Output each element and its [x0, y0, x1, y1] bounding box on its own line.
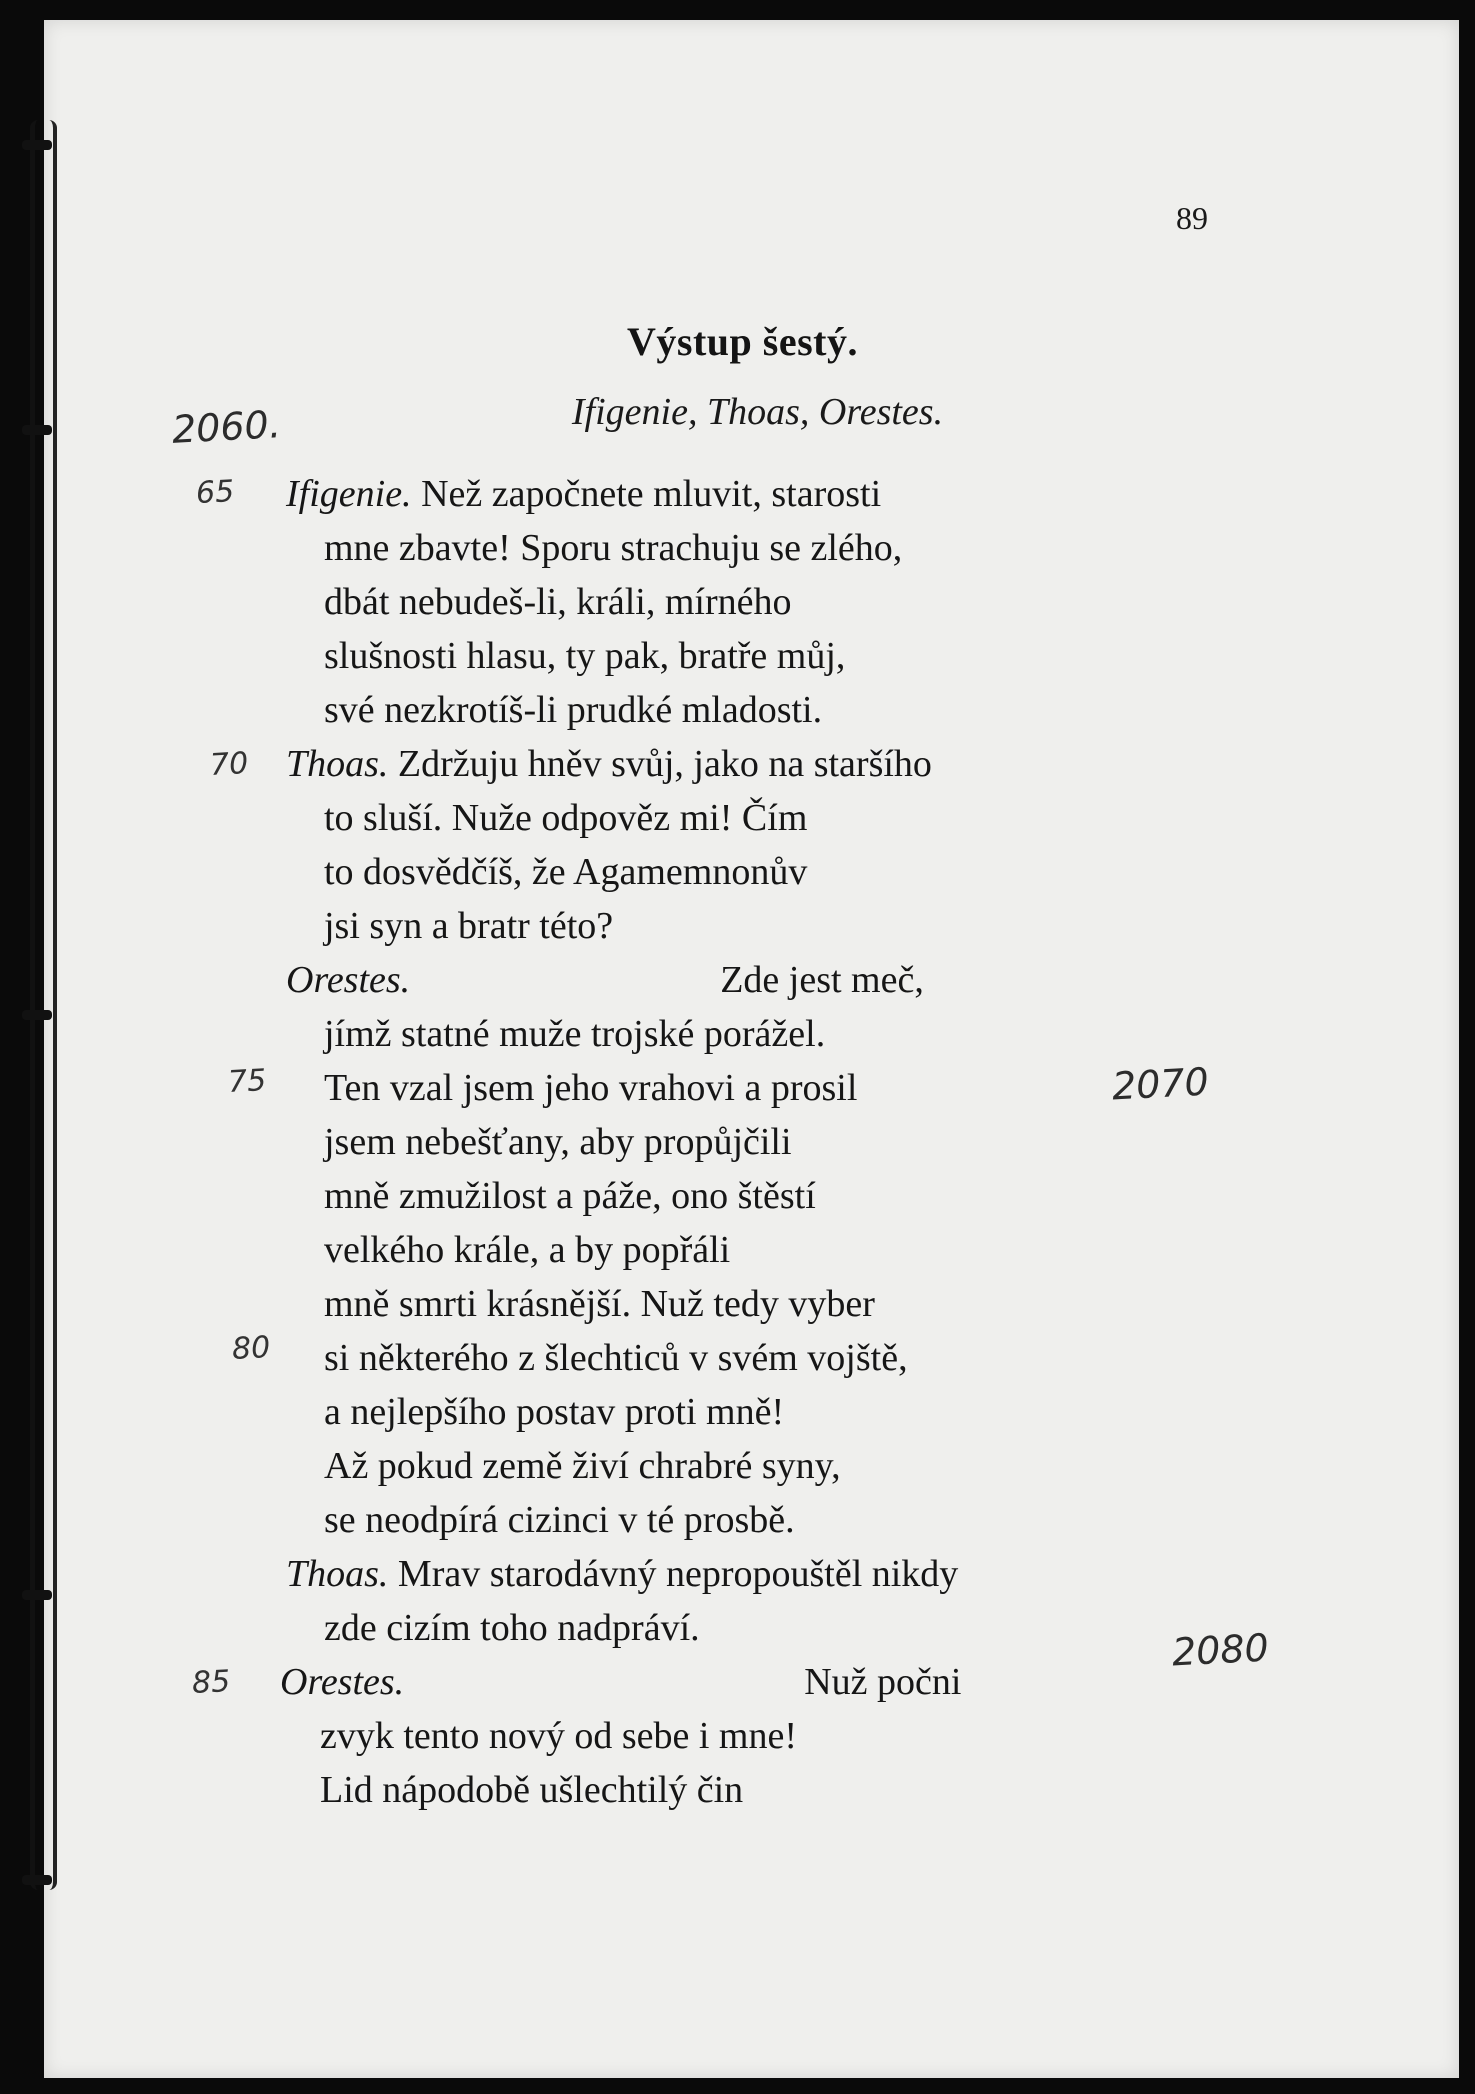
- verse-text: jsem nebešťany, aby propůjčili: [324, 1121, 792, 1163]
- margin-note-2080: 2080: [1170, 1625, 1270, 1675]
- verse-text: mne zbavte! Sporu strachuju se zlého,: [324, 527, 903, 569]
- verse-text: Mrav starodávný nepropouštěl nikdy: [397, 1553, 959, 1595]
- verse-line: [324, 853, 807, 891]
- verse-line: [324, 907, 613, 945]
- verse-text: mně zmužilost a páže, ono štěstí: [324, 1175, 816, 1217]
- speaker-name: Ifigenie.: [286, 473, 412, 515]
- margin-note-85: 85: [191, 1664, 232, 1701]
- verse-line: [286, 1555, 958, 1593]
- verse-line: [324, 1393, 784, 1431]
- verse-line: [324, 1069, 857, 1107]
- verse-text: si některého z šlechticů v svém vojště,: [324, 1337, 908, 1379]
- verse-text: Než započnete mluvit, starosti: [421, 473, 882, 515]
- scene-title: Výstup šestý.: [627, 319, 858, 364]
- binding-thread: [30, 120, 57, 1890]
- character-list: Ifigenie, Thoas, Orestes.: [571, 391, 944, 433]
- verse-text: Zdržuju hněv svůj, jako na staršího: [397, 743, 932, 785]
- verse-text: jímž statné muže trojské porážel.: [324, 1013, 826, 1055]
- verse-line: [324, 583, 792, 621]
- verse-line: [324, 1501, 795, 1539]
- verse-text: a nejlepšího postav proti mně!: [324, 1391, 785, 1433]
- verse-line: [286, 475, 881, 513]
- verse-line: [280, 1663, 961, 1701]
- binding-knot: [22, 1590, 52, 1600]
- margin-note-2060: 2060.: [170, 402, 282, 452]
- verse-text: Nuž počni: [804, 1661, 962, 1703]
- verse-line: [324, 1015, 825, 1053]
- verse-text: Ten vzal jsem jeho vrahovi a prosil: [324, 1067, 858, 1109]
- verse-text: jsi syn a bratr této?: [324, 905, 614, 947]
- verse-text: své nezkrotíš-li prudké mladosti.: [324, 689, 823, 731]
- verse-text: to sluší. Nuže odpověz mi! Čím: [324, 797, 808, 839]
- margin-note-2070: 2070: [1110, 1059, 1210, 1109]
- speaker-name: Thoas.: [286, 1553, 389, 1595]
- verse-text: zde cizím toho nadpráví.: [324, 1607, 700, 1649]
- verse-line: [324, 1231, 730, 1269]
- binding-knot: [22, 1010, 52, 1020]
- speaker-name: Thoas.: [286, 743, 389, 785]
- verse-text: Lid nápodobě ušlechtilý čin: [320, 1769, 744, 1811]
- verse-text: Až pokud země živí chrabré syny,: [324, 1445, 841, 1487]
- speaker-name: Orestes.: [286, 959, 411, 1001]
- verse-text: Zde jest meč,: [720, 959, 924, 1001]
- speaker-name: Orestes.: [280, 1661, 405, 1703]
- margin-note-70: 70: [209, 746, 250, 783]
- margin-note-75: 75: [227, 1063, 268, 1100]
- verse-text: se neodpírá cizinci v té prosbě.: [324, 1499, 795, 1541]
- verse-line: [324, 637, 845, 675]
- verse-text: velkého krále, a by popřáli: [324, 1229, 731, 1271]
- margin-note-65: 65: [195, 474, 236, 511]
- verse-text: dbát nebudeš-li, králi, mírného: [324, 581, 792, 623]
- verse-line: [324, 1609, 700, 1647]
- verse-text: slušnosti hlasu, ty pak, bratře můj,: [324, 635, 846, 677]
- page-number: 89: [1176, 200, 1208, 236]
- verse-line: [324, 529, 902, 567]
- binding-knot: [22, 140, 52, 150]
- verse-line: [324, 1177, 816, 1215]
- verse-line: [320, 1771, 743, 1809]
- verse-line: [324, 1447, 841, 1485]
- verse-line: [286, 961, 924, 999]
- margin-note-80: 80: [231, 1330, 272, 1367]
- verse-line: [324, 1123, 792, 1161]
- verse-line: [324, 1339, 908, 1377]
- binding-knot: [22, 1875, 52, 1885]
- verse-text: zvyk tento nový od sebe i mne!: [320, 1715, 798, 1757]
- verse-text: mně smrti krásnější. Nuž tedy vyber: [324, 1283, 875, 1325]
- verse-line: [320, 1717, 797, 1755]
- verse-line: [324, 1285, 875, 1323]
- verse-line: [324, 799, 807, 837]
- verse-text: to dosvědčíš, že Agamemnonův: [324, 851, 808, 893]
- verse-line: [286, 745, 932, 783]
- verse-line: [324, 691, 822, 729]
